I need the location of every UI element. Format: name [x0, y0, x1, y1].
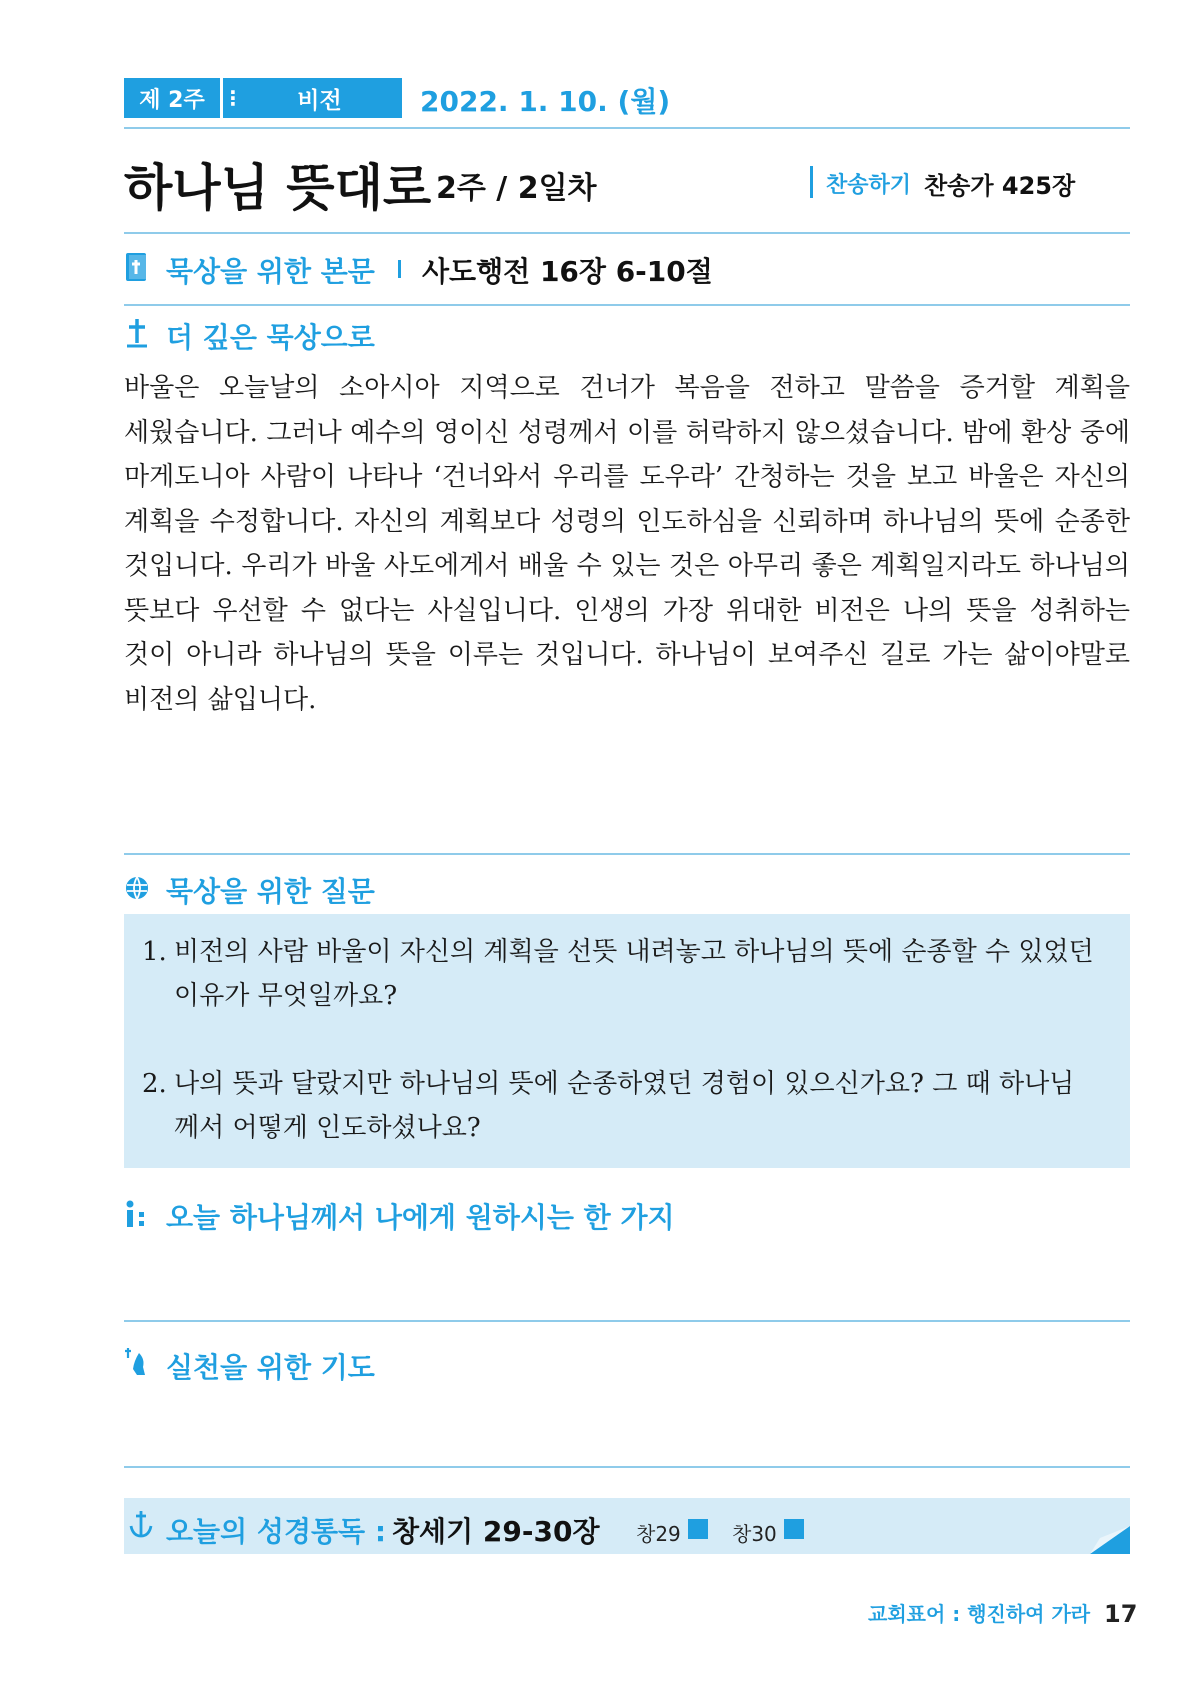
today-wish-label: 오늘 하나님께서 나에게 원하시는 한 가지 [166, 1201, 675, 1234]
week-label: 제 2주 [139, 87, 205, 113]
passage-label: 묵상을 위한 본문 [166, 255, 375, 288]
divider [124, 853, 1130, 855]
day-label: 2주 / 2일차 [436, 171, 597, 206]
check-label: 창29 [636, 1522, 681, 1546]
questions-label: 묵상을 위한 질문 [166, 875, 375, 908]
check-box[interactable] [688, 1519, 708, 1539]
prayer-label: 실천을 위한 기도 [166, 1351, 375, 1384]
anchor-cross-icon [128, 1508, 154, 1540]
meditation-label: 더 깊은 묵상으로 [166, 321, 375, 354]
divider [124, 304, 1130, 306]
check-box[interactable] [784, 1519, 804, 1539]
questions-box [124, 914, 1130, 1168]
hymn-value: 찬송가 425장 [924, 172, 1076, 200]
praying-hands-icon [124, 1346, 150, 1378]
question-number: 2. [142, 1069, 167, 1099]
page-title: 하나님 뜻대로 [124, 159, 432, 217]
question-number: 1. [142, 937, 167, 967]
divider [124, 1466, 1130, 1468]
divider [124, 232, 1130, 234]
globe-icon [124, 872, 150, 904]
week-banner [124, 78, 402, 118]
corner-fold-icon [1090, 1526, 1130, 1554]
footer-motto: 교회표어 : 행진하여 가라 [868, 1602, 1091, 1626]
cross-icon [124, 317, 150, 349]
question-text: 비전의 사람 바울이 자신의 계획을 선뜻 내려놓고 하나님의 뜻에 순종할 수 있었던 이유가 무엇일까요? [174, 937, 1094, 1011]
divider [398, 260, 401, 278]
page-number: 17 [1104, 1600, 1138, 1628]
hymn-label: 찬송하기 [826, 173, 912, 198]
divider [810, 166, 813, 198]
meditation-text: 바울은 오늘날의 소아시아 지역으로 건너가 복음을 전하고 말씀을 증거할 계획을 세웠습니다. 그러나 예수의 영이신 성령께서 이를 허락하지 않으셨습니다. 밤에 환상 중에 마게도니아 사람이 나타나 ‘건너와서 우리를 도우라’ 간청하는 것을 보고 바울은 자신의 계획을 수정합니다. 자신의 계획보다 성령의 인도하심을 신뢰하며 하나님의 뜻에 순종한 것입니다. 우리가 바울 사도에게서 배울 수 있는 것은 아무리 좋은 계획일지라도 하나님의 뜻보다 우선할 수 없다는 사실입니다. 인생의 가장 위대한 비전은 나의 뜻을 성취하는 것이 아니라 하나님의 뜻을 이루는 것입니다. 하나님이 보여주신 길로 가는 삶이야말로 비전의 삶입니다. [124, 373, 1130, 715]
info-icon [124, 1198, 150, 1230]
dots-icon: ⋮ [223, 86, 243, 110]
divider [124, 1320, 1130, 1322]
list-item [142, 1062, 1102, 1150]
list-item [142, 930, 1102, 1018]
bible-reading-value: 창세기 29-30장 [392, 1515, 600, 1548]
date: 2022. 1. 10. (월) [420, 85, 671, 118]
check-label: 창30 [732, 1522, 777, 1546]
divider [124, 127, 1130, 129]
passage-reference: 사도행전 16장 6-10절 [422, 255, 713, 288]
question-text: 나의 뜻과 달랐지만 하나님의 뜻에 순종하였던 경험이 있으신가요? 그 때 하나님께서 어떻게 인도하셨나요? [174, 1069, 1075, 1143]
bible-reading-label: 오늘의 성경통독 : [166, 1515, 387, 1548]
week-theme: 비전 [297, 87, 342, 114]
bible-icon [124, 251, 150, 283]
